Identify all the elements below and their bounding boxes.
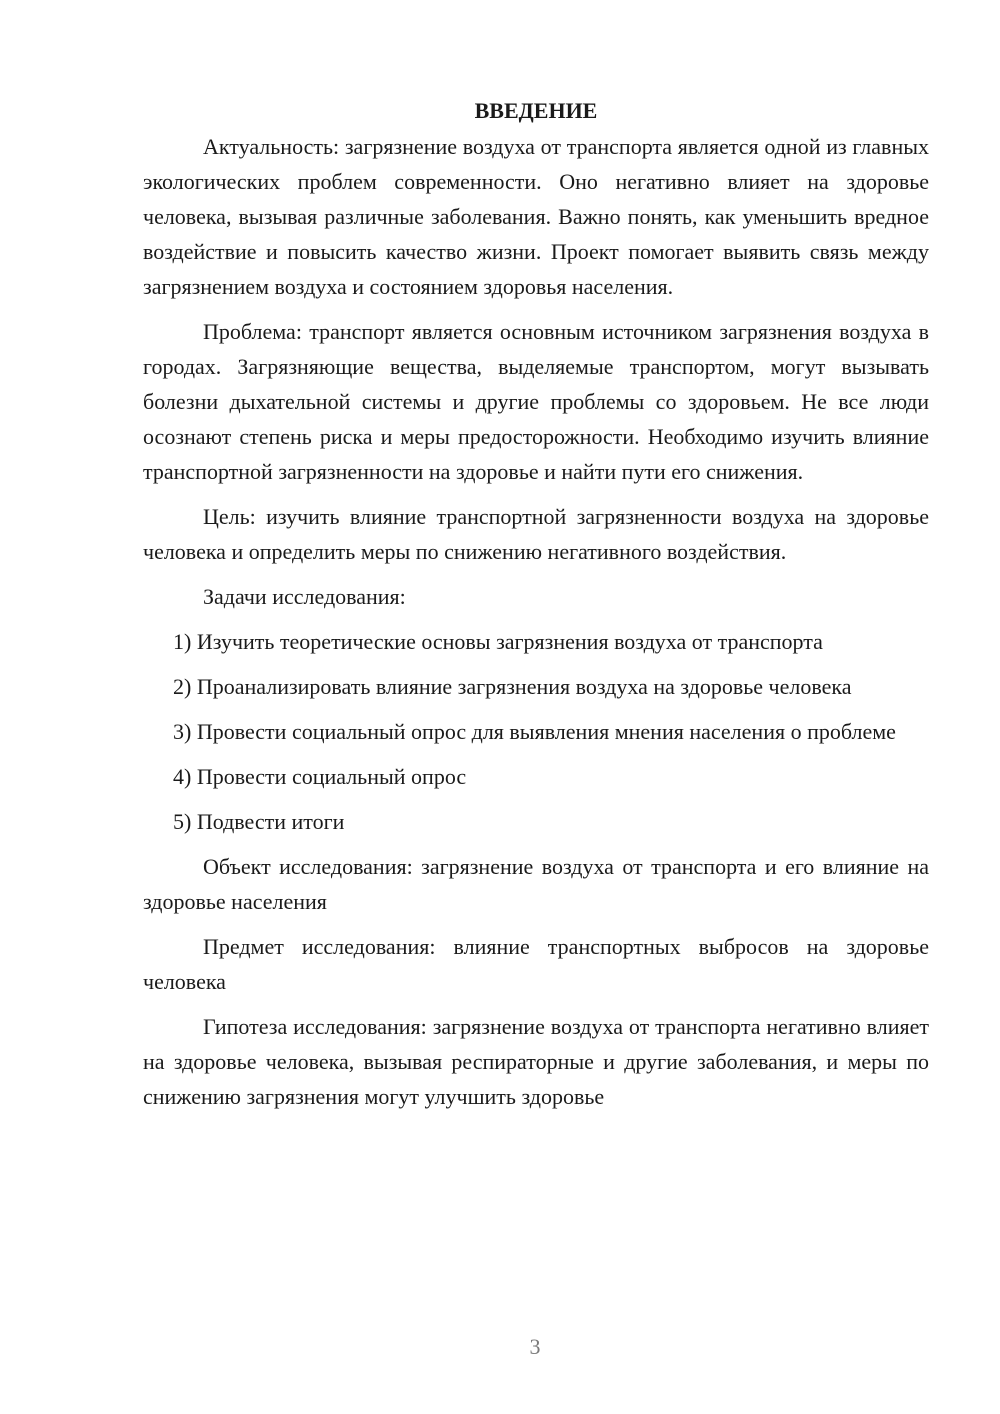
problem-paragraph: Проблема: транспорт является основным источником загрязнения воздуха в городах. Загрязняющие вещества, выделяемые транспортом, могут вызывать болезни дыхательной системы и другие проблемы со здоровьем. Не все люди осознают степень риска и меры предосторожности. Необходимо изучить влияние транспортной загрязненности на здоровье и найти пути его снижения.: [143, 319, 929, 484]
goal-paragraph: Цель: изучить влияние транспортной загрязненности воздуха на здоровье человека и определить меры по снижению негативного воздействия.: [143, 504, 929, 564]
task-item: 1) Изучить теоретические основы загрязнения воздуха от транспорта: [173, 629, 823, 654]
page-number: 3: [529, 1334, 541, 1359]
subject-paragraph: Предмет исследования: влияние транспортных выбросов на здоровье человека: [143, 934, 929, 994]
task-item: 3) Провести социальный опрос для выявления мнения населения о проблеме: [173, 719, 896, 744]
object-paragraph: Объект исследования: загрязнение воздуха от транспорта и его влияние на здоровье населения: [143, 854, 929, 914]
relevance-paragraph: Актуальность: загрязнение воздуха от транспорта является одной из главных экологических проблем современности. Оно негативно влияет на здоровье человека, вызывая различные заболевания. Важно понять, как уменьшить вредное воздействие и повысить качество жизни. Проект помогает выявить связь между загрязнением воздуха и состоянием здоровья населения.: [143, 134, 929, 299]
tasks-title: Задачи исследования:: [203, 584, 406, 609]
page-content: [143, 93, 929, 1124]
task-item: 4) Провести социальный опрос: [173, 764, 467, 789]
hypothesis-paragraph: Гипотеза исследования: загрязнение воздуха от транспорта негативно влияет на здоровье человека, вызывая респираторные и другие заболевания, и меры по снижению загрязнения могут улучшить здоровье: [143, 1014, 929, 1109]
task-item: 5) Подвести итоги: [173, 809, 345, 834]
section-heading: ВВЕДЕНИЕ: [474, 98, 598, 123]
task-item: 2) Проанализировать влияние загрязнения воздуха на здоровье человека: [173, 674, 852, 699]
